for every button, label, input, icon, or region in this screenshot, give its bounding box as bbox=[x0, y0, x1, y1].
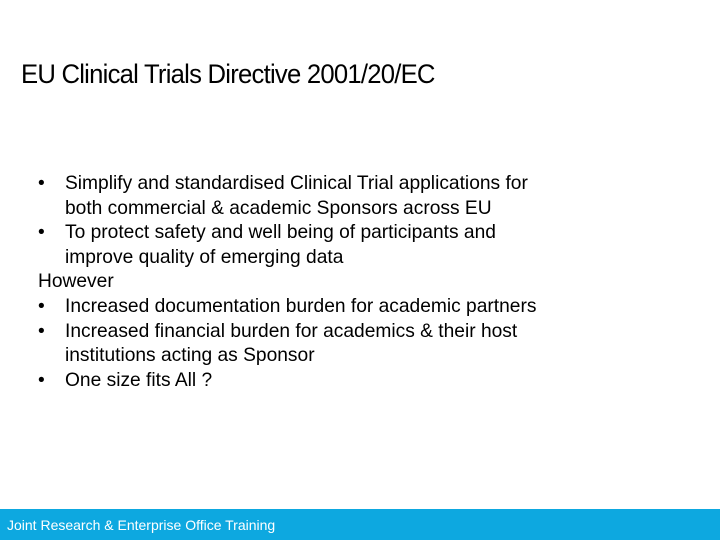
bullet-item bbox=[38, 295, 678, 320]
bullet-marker: • bbox=[38, 320, 45, 342]
bullet-text: To protect safety and well being of participants and bbox=[65, 222, 496, 244]
footer-bar bbox=[0, 509, 720, 540]
bullet-item bbox=[38, 320, 678, 345]
bullet-item bbox=[38, 369, 678, 394]
footer-text: Joint Research & Enterprise Office Training bbox=[7, 517, 276, 533]
bullet-continuation: both commercial & academic Sponsors across EU bbox=[65, 197, 492, 219]
slide-body bbox=[38, 172, 678, 393]
bullet-text: Simplify and standardised Clinical Trial applications for bbox=[65, 173, 528, 194]
bullet-marker: • bbox=[38, 295, 45, 317]
section-label: However bbox=[38, 271, 114, 293]
bullet-continuation: improve quality of emerging data bbox=[65, 246, 344, 268]
bullet-marker: • bbox=[38, 173, 45, 194]
bullet-text: Increased financial burden for academics & their host bbox=[65, 320, 518, 342]
bullet-marker: • bbox=[38, 222, 45, 244]
bullet-item bbox=[38, 221, 678, 246]
bullet-text: One size fits All ? bbox=[65, 369, 213, 391]
bullet-item bbox=[38, 172, 678, 197]
bullet-continuation: institutions acting as Sponsor bbox=[65, 345, 315, 367]
bullet-marker: • bbox=[38, 369, 45, 391]
slide-title: EU Clinical Trials Directive 2001/20/EC bbox=[21, 59, 435, 89]
bullet-text: Increased documentation burden for academic partners bbox=[65, 295, 537, 317]
